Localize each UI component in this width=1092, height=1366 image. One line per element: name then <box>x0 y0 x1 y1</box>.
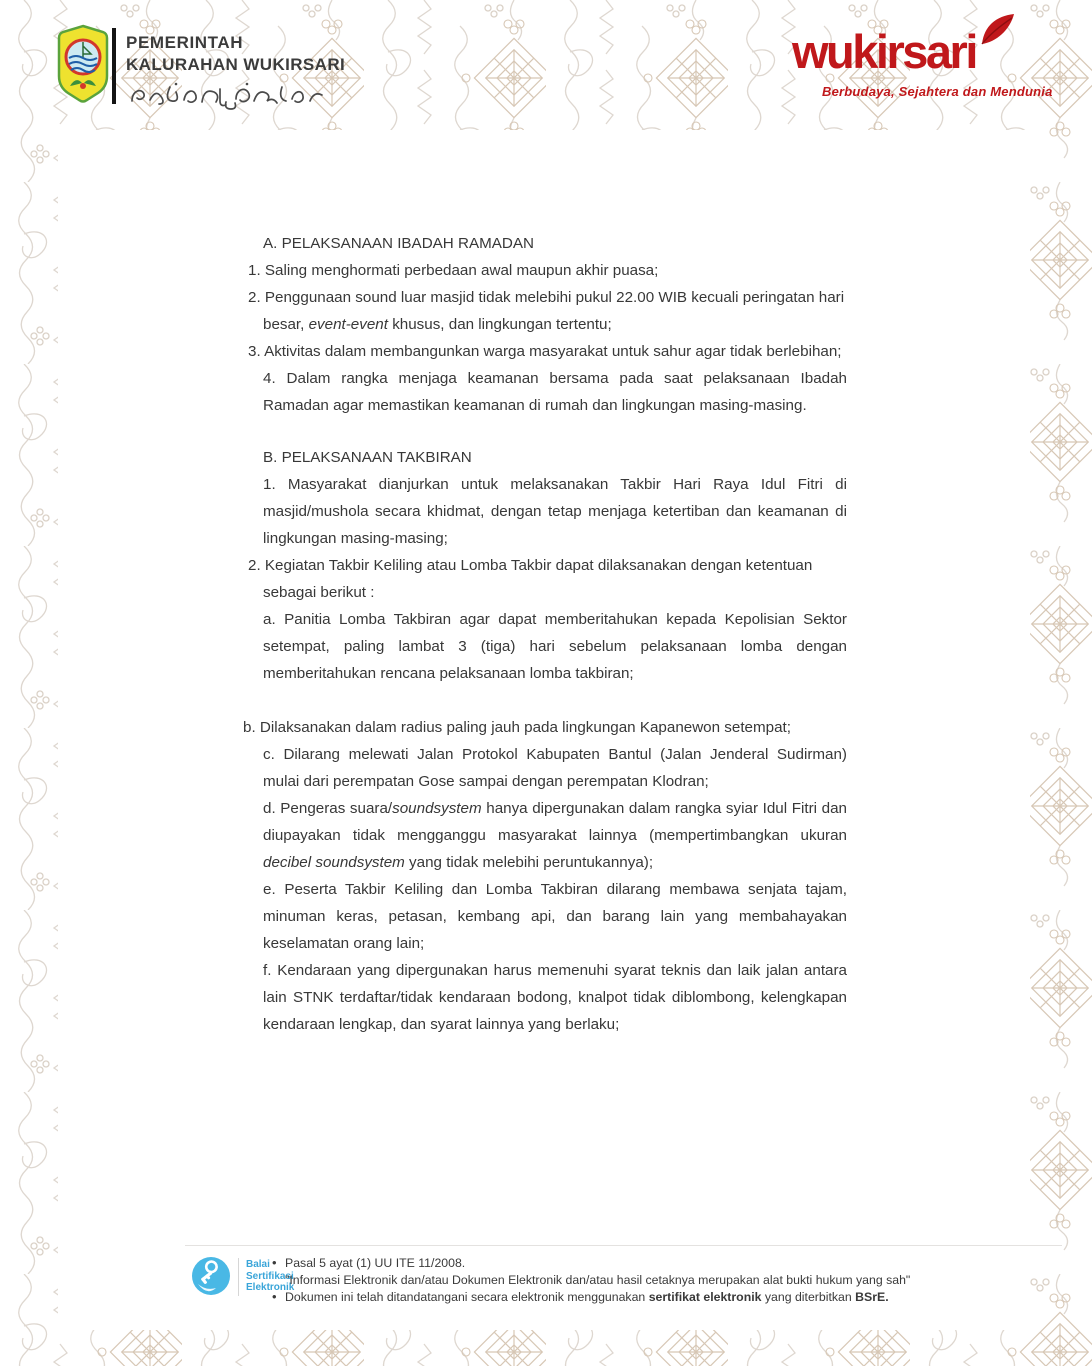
list-item <box>248 284 847 338</box>
item-letter: f. <box>263 962 272 979</box>
sub-list-item <box>263 795 847 876</box>
wukirsari-brand-logo <box>792 22 1022 84</box>
item-text: Peserta Takbir Keliling dan Lomba Takbiran dilarang membawa senjata tajam, minuman keras, petasan, kembang api, dan barang lain yang membahayakan keselamatan orang lain; <box>263 881 847 952</box>
item-number: 1. <box>248 262 261 279</box>
footer-divider-line <box>185 1245 1062 1246</box>
document-body <box>243 230 847 1038</box>
section-b-title: B. PELAKSANAAN TAKBIRAN <box>263 449 472 466</box>
legal-note-quote: "Informasi Elektronik dan/atau Dokumen Elektronik dan/atau hasil cetaknya merupakan alat bukti hukum yang sah" <box>285 1273 911 1287</box>
item-number: 2. <box>248 289 261 306</box>
legal-notes <box>271 1255 911 1306</box>
bsre-label: Balai Sertifikasi Elektronik <box>246 1259 295 1293</box>
section-takbiran <box>243 444 847 1038</box>
item-number: 4. <box>263 370 276 387</box>
item-text: Dilarang melewati Jalan Protokol Kabupaten Bantul (Jalan Jenderal Sudirman) mulai dari perempatan Gose sampai dengan perempatan Klodran; <box>263 746 847 790</box>
list-item <box>248 338 847 365</box>
item-number: 1. <box>263 476 276 493</box>
sub-list-item <box>263 741 847 795</box>
item-text: Kendaraan yang dipergunakan harus memenuhi syarat teknis dan laik jalan antara lain STNK terdaftar/tidak kendaraan bodong, knalpot tidak diblombong, kelengkapan kendaraan lengkap, dan syarat lainnya yang berlaku; <box>263 962 847 1033</box>
government-name-line2: KALURAHAN WUKIRSARI <box>126 55 346 74</box>
list-item <box>248 552 847 606</box>
item-letter: a. <box>263 611 276 628</box>
item-number: 2. <box>248 557 261 574</box>
wukirsari-wordmark: wukirsari <box>792 25 976 78</box>
section-a-title: A. PELAKSANAAN IBADAH RAMADAN <box>263 235 534 252</box>
government-name <box>126 32 345 76</box>
item-text: Dalam rangka menjaga keamanan bersama pada saat pelaksanaan Ibadah Ramadan agar memastikan keamanan di rumah dan lingkungan masing-masing. <box>263 370 847 414</box>
sub-list-item <box>263 957 847 1038</box>
section-ibadah-ramadan <box>248 230 847 419</box>
legal-note: • Pasal 5 ayat (1) UU ITE 11/2008. <box>271 1255 911 1272</box>
brand-tagline: Berbudaya, Sejahtera dan Mendunia <box>822 84 1053 99</box>
list-item <box>263 471 847 552</box>
item-letter: c. <box>263 746 275 763</box>
item-text: Penggunaan sound luar masjid tidak melebihi pukul 22.00 WIB kecuali peringatan hari besar, event-event khusus, dan lingkungan tertentu; <box>263 289 845 333</box>
item-text: Kegiatan Takbir Keliling atau Lomba Takbir dapat dilaksanakan dengan ketentuan sebagai berikut : <box>263 557 813 601</box>
item-letter: d. <box>263 800 276 817</box>
item-text: Dilaksanakan dalam radius paling jauh pada lingkungan Kapanewon setempat; <box>259 719 791 736</box>
government-name-line1: PEMERINTAH <box>126 33 244 52</box>
item-text: Aktivitas dalam membangunkan warga masyarakat untuk sahur agar tidak berlebihan; <box>264 343 842 360</box>
item-text: Masyarakat dianjurkan untuk melaksanakan Takbir Hari Raya Idul Fitri di masjid/mushola secara khidmat, dengan tetap menjaga ketertiban dan keamanan di lingkungan masing-masing; <box>263 476 847 547</box>
item-text: Panitia Lomba Takbiran agar dapat memberitahukan kepada Kepolisian Sektor setempat, paling lambat 3 (tiga) hari sebelum pelaksanaan lomba dengan memberitahukan rencana pelaksanaan lomba takbiran; <box>263 611 847 682</box>
leaf-icon <box>978 14 1018 53</box>
kalurahan-shield-logo-icon <box>56 24 110 109</box>
item-text: Saling menghormati perbedaan awal maupun akhir puasa; <box>264 262 659 279</box>
sub-list-item <box>263 606 847 687</box>
list-item <box>248 257 847 284</box>
bsre-separator <box>238 1258 239 1296</box>
sub-list-item <box>263 876 847 957</box>
item-text: Pengeras suara/soundsystem hanya dipergunakan dalam rangka syiar Idul Fitri dan diupayakan tidak mengganggu masyarakat lainnya (mempertimbangkan ukuran decibel soundsystem yang tidak melebihi peruntukannya); <box>263 800 847 871</box>
item-letter: b. <box>243 719 256 736</box>
header-divider-bar <box>112 28 116 104</box>
javanese-script-text <box>126 80 336 115</box>
bsre-circle-icon <box>191 1256 231 1296</box>
item-number: 3. <box>248 343 261 360</box>
sub-list-item <box>243 714 847 741</box>
item-letter: e. <box>263 881 276 898</box>
legal-note: • Dokumen ini telah ditandatangani secara elektronik menggunakan sertifikat elektronik yang diterbitkan BSrE. <box>271 1289 911 1306</box>
list-item <box>263 365 847 419</box>
